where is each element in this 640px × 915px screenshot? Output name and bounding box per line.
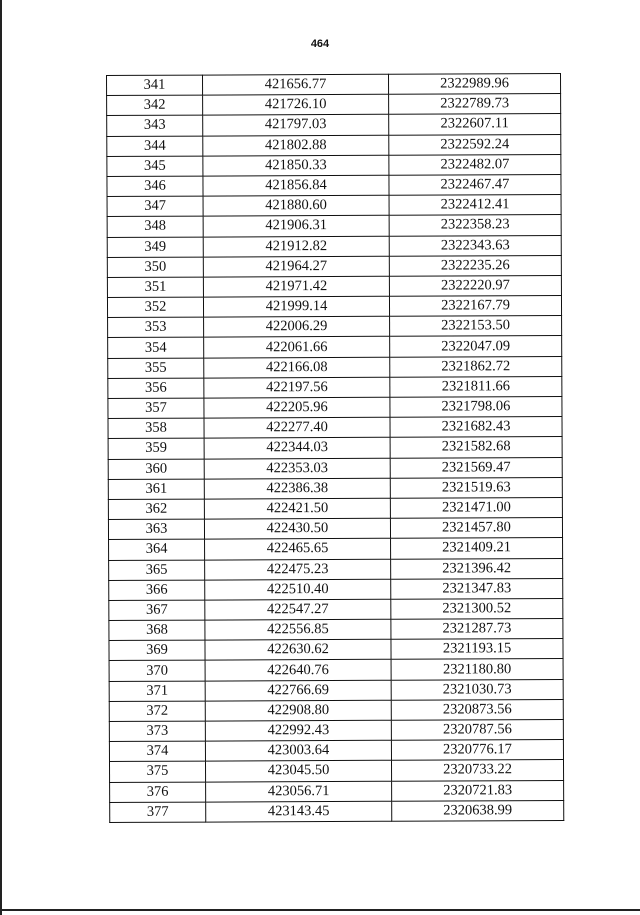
point-number-cell: 351 (107, 277, 203, 298)
point-number-cell: 358 (108, 418, 204, 439)
point-number-cell: 360 (108, 459, 204, 480)
table-row (109, 740, 563, 762)
y-coordinate-cell: 2322467.47 (389, 174, 561, 195)
x-coordinate-cell: 422353.03 (204, 458, 390, 479)
point-number-cell: 366 (109, 580, 205, 601)
y-coordinate-cell: 2321569.47 (390, 457, 562, 478)
table-row (109, 679, 563, 701)
y-coordinate-cell: 2321457.80 (390, 518, 562, 539)
table-row (108, 457, 562, 479)
point-number-cell: 352 (107, 297, 203, 318)
point-number-cell: 369 (109, 640, 205, 661)
point-number-cell: 348 (107, 216, 203, 237)
point-number-cell: 367 (109, 600, 205, 621)
x-coordinate-cell: 422061.66 (204, 337, 390, 358)
table-row (108, 417, 562, 439)
x-coordinate-cell: 422465.65 (205, 539, 391, 560)
table-row (109, 619, 563, 641)
table-row (107, 154, 561, 176)
point-number-cell: 355 (108, 358, 204, 379)
y-coordinate-cell: 2322789.73 (389, 94, 561, 115)
point-number-cell: 365 (109, 560, 205, 581)
point-number-cell: 376 (110, 782, 206, 803)
table-row (110, 780, 564, 802)
table-row (109, 538, 563, 560)
y-coordinate-cell: 2322482.07 (389, 154, 561, 175)
table-row (108, 477, 562, 499)
point-number-cell: 361 (108, 479, 204, 500)
y-coordinate-cell: 2322989.96 (388, 74, 560, 95)
point-number-cell: 371 (109, 681, 205, 702)
point-number-cell: 341 (107, 75, 203, 96)
table-row (109, 639, 563, 661)
x-coordinate-cell: 422166.08 (204, 357, 390, 378)
table-row (107, 275, 561, 297)
point-number-cell: 359 (108, 438, 204, 459)
y-coordinate-cell: 2321193.15 (391, 639, 563, 660)
point-number-cell: 344 (107, 136, 203, 157)
y-coordinate-cell: 2322607.11 (389, 114, 561, 135)
table-row (109, 720, 563, 742)
table-row (107, 114, 561, 136)
point-number-cell: 349 (107, 237, 203, 258)
table-row (107, 195, 561, 217)
table-row (108, 437, 562, 459)
point-number-cell: 375 (109, 761, 205, 782)
y-coordinate-cell: 2322047.09 (390, 336, 562, 357)
y-coordinate-cell: 2320733.22 (391, 760, 563, 781)
y-coordinate-cell: 2320721.83 (392, 780, 564, 801)
x-coordinate-cell: 421999.14 (203, 296, 389, 317)
table-row (109, 598, 563, 620)
table-row (109, 558, 563, 580)
y-coordinate-cell: 2321300.52 (391, 598, 563, 619)
point-number-cell: 350 (107, 257, 203, 278)
table-row (107, 174, 561, 196)
point-number-cell: 372 (109, 701, 205, 722)
table-row (108, 336, 562, 358)
x-coordinate-cell: 422475.23 (205, 559, 391, 580)
table-row (108, 497, 562, 519)
x-coordinate-cell: 422344.03 (204, 438, 390, 459)
table-row (107, 235, 561, 257)
y-coordinate-cell: 2320873.56 (391, 699, 563, 720)
x-coordinate-cell: 422430.50 (204, 518, 390, 539)
point-number-cell: 374 (109, 741, 205, 762)
x-coordinate-cell: 422205.96 (204, 397, 390, 418)
y-coordinate-cell: 2321030.73 (391, 679, 563, 700)
y-coordinate-cell: 2321582.68 (390, 437, 562, 458)
point-number-cell: 357 (108, 398, 204, 419)
point-number-cell: 364 (109, 539, 205, 560)
y-coordinate-cell: 2321396.42 (391, 558, 563, 579)
y-coordinate-cell: 2322343.63 (389, 235, 561, 256)
table-row (107, 94, 561, 116)
table-row (108, 518, 562, 540)
y-coordinate-cell: 2321862.72 (390, 356, 562, 377)
x-coordinate-cell: 421726.10 (203, 94, 389, 115)
x-coordinate-cell: 422547.27 (205, 599, 391, 620)
y-coordinate-cell: 2321287.73 (391, 619, 563, 640)
scan-frame-left (0, 0, 2, 915)
x-coordinate-cell: 422908.80 (205, 700, 391, 721)
point-number-cell: 353 (108, 317, 204, 338)
point-number-cell: 356 (108, 378, 204, 399)
table-row (107, 215, 561, 237)
x-coordinate-cell: 421656.77 (203, 74, 389, 95)
x-coordinate-cell: 422556.85 (205, 619, 391, 640)
x-coordinate-cell: 421856.84 (203, 175, 389, 196)
point-number-cell: 347 (107, 196, 203, 217)
point-number-cell: 368 (109, 620, 205, 641)
y-coordinate-cell: 2322592.24 (389, 134, 561, 155)
point-number-cell: 373 (109, 721, 205, 742)
table-row (107, 296, 561, 318)
y-coordinate-cell: 2320638.99 (392, 800, 564, 821)
point-number-cell: 343 (107, 115, 203, 136)
table-row (107, 74, 561, 96)
x-coordinate-cell: 422277.40 (204, 417, 390, 438)
x-coordinate-cell: 422630.62 (205, 640, 391, 661)
x-coordinate-cell: 422421.50 (204, 498, 390, 519)
y-coordinate-cell: 2321519.63 (390, 477, 562, 498)
x-coordinate-cell: 422386.38 (204, 478, 390, 499)
x-coordinate-cell: 422510.40 (205, 579, 391, 600)
y-coordinate-cell: 2322220.97 (389, 275, 561, 296)
scan-frame-bottom (0, 909, 640, 911)
table-row (108, 316, 562, 338)
x-coordinate-cell: 421880.60 (203, 195, 389, 216)
table-row (108, 356, 562, 378)
x-coordinate-cell: 421797.03 (203, 115, 389, 136)
table-row (109, 578, 563, 600)
x-coordinate-cell: 423056.71 (206, 781, 392, 802)
point-number-cell: 342 (107, 95, 203, 116)
x-coordinate-cell: 423045.50 (205, 761, 391, 782)
point-number-cell: 363 (108, 519, 204, 540)
point-number-cell: 346 (107, 176, 203, 197)
x-coordinate-cell: 422640.76 (205, 660, 391, 681)
x-coordinate-cell: 423003.64 (205, 740, 391, 761)
y-coordinate-cell: 2321811.66 (390, 376, 562, 397)
y-coordinate-cell: 2321409.21 (391, 538, 563, 559)
y-coordinate-cell: 2322235.26 (389, 255, 561, 276)
x-coordinate-cell: 421906.31 (203, 216, 389, 237)
y-coordinate-cell: 2322358.23 (389, 215, 561, 236)
x-coordinate-cell: 422006.29 (204, 317, 390, 338)
y-coordinate-cell: 2320776.17 (391, 740, 563, 761)
point-number-cell: 377 (110, 802, 206, 823)
table-row (108, 376, 562, 398)
table-row (109, 760, 563, 782)
y-coordinate-cell: 2321471.00 (390, 497, 562, 518)
x-coordinate-cell: 422766.69 (205, 680, 391, 701)
x-coordinate-cell: 421802.88 (203, 135, 389, 156)
page-number: 464 (310, 38, 330, 50)
y-coordinate-cell: 2321347.83 (391, 578, 563, 599)
point-number-cell: 354 (108, 338, 204, 359)
y-coordinate-cell: 2321682.43 (390, 417, 562, 438)
point-number-cell: 362 (108, 499, 204, 520)
x-coordinate-cell: 421912.82 (203, 236, 389, 257)
table-row (109, 659, 563, 681)
y-coordinate-cell: 2322167.79 (389, 296, 561, 317)
y-coordinate-cell: 2321180.80 (391, 659, 563, 680)
x-coordinate-cell: 422992.43 (205, 720, 391, 741)
y-coordinate-cell: 2322153.50 (390, 316, 562, 337)
y-coordinate-cell: 2320787.56 (391, 720, 563, 741)
y-coordinate-cell: 2321798.06 (390, 397, 562, 418)
table-row (107, 255, 561, 277)
y-coordinate-cell: 2322412.41 (389, 195, 561, 216)
coordinates-table (106, 73, 564, 823)
table-row (108, 397, 562, 419)
table-row (107, 134, 561, 156)
x-coordinate-cell: 421971.42 (203, 276, 389, 297)
table-row (109, 699, 563, 721)
x-coordinate-cell: 422197.56 (204, 377, 390, 398)
x-coordinate-cell: 423143.45 (206, 801, 392, 822)
x-coordinate-cell: 421964.27 (203, 256, 389, 277)
coordinates-table-body (107, 74, 564, 823)
x-coordinate-cell: 421850.33 (203, 155, 389, 176)
point-number-cell: 345 (107, 156, 203, 177)
table-row (110, 800, 564, 822)
point-number-cell: 370 (109, 661, 205, 682)
